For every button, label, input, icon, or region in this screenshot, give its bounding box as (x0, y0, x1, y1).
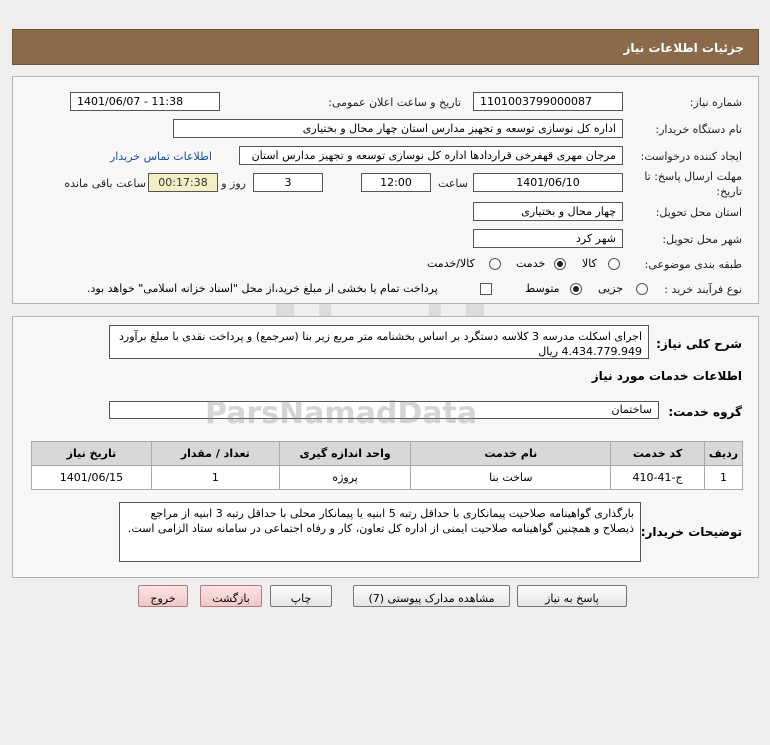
cell-unit: پروژه (279, 466, 411, 490)
need-details-panel (12, 316, 759, 578)
province-label: استان محل تحویل: (655, 206, 742, 219)
creator-field: مرجان مهری قهفرخی قراردادها اداره کل نوسازی توسعه و تجهیز مدارس استان (239, 146, 623, 165)
process-radio-medium[interactable] (570, 283, 582, 295)
service-group-label: گروه خدمت: (668, 405, 742, 419)
watermark-text: ParsNamadData (205, 396, 478, 431)
buyer-field: اداره کل نوسازی توسعه و تجهیز مدارس استان چهار محال و بختیاری (173, 119, 623, 138)
attachments-button[interactable]: مشاهده مدارک پیوستی (7) (353, 585, 510, 607)
page-header (12, 29, 759, 65)
city-field: شهر کرد (473, 229, 623, 248)
page-title: جزئیات اطلاعات نیاز (623, 41, 744, 55)
creator-label: ایجاد کننده درخواست: (640, 150, 742, 163)
time-label: ساعت (438, 177, 468, 190)
buyer-label: نام دستگاه خریدار: (655, 123, 742, 136)
cell-row: 1 (705, 466, 743, 490)
print-button[interactable]: چاپ (270, 585, 332, 607)
process-radio-minor[interactable] (636, 283, 648, 295)
remaining-label: ساعت باقی مانده (64, 177, 146, 190)
category-option-goods: کالا (582, 257, 597, 270)
summary-label: شرح کلی نیاز: (656, 337, 742, 351)
table-row (32, 466, 743, 490)
remaining-time-field: 00:17:38 (148, 173, 218, 192)
city-label: شهر محل تحویل: (662, 233, 742, 246)
category-radio-goods[interactable] (608, 258, 620, 270)
table-header-row (32, 442, 743, 466)
col-row-header: ردیف (705, 442, 743, 466)
buyer-notes-text: بارگذاری گواهینامه صلاحیت پیمانکاری با حداقل رتبه 5 ابنیه یا پیمانکار محلی با حداقل رتبه 3 ابنیه از مراجع ذیصلاح و همچنین گواهینامه صلاحیت ایمنی از اداره کل تعاون، کار و رفاه اجتماعی در سامانه ستاد الزامی است. (119, 502, 641, 562)
exit-button[interactable]: خروج (138, 585, 188, 607)
col-unit-header: واحد اندازه گیری (279, 442, 411, 466)
process-option-minor: جزیی (598, 282, 624, 295)
services-title: اطلاعات خدمات مورد نیاز (591, 369, 742, 383)
col-name-header: نام خدمت (411, 442, 611, 466)
cell-name: ساخت بنا (411, 466, 611, 490)
category-option-goods-service: کالا/خدمت (427, 257, 475, 270)
back-button[interactable]: بازگشت (200, 585, 262, 607)
cell-code: ج-41-410 (611, 466, 705, 490)
reply-button[interactable]: پاسخ به نیاز (517, 585, 627, 607)
contact-buyer-link[interactable]: اطلاعات تماس خریدار (110, 150, 212, 163)
col-qty-header: تعداد / مقدار (151, 442, 279, 466)
announce-field: 1401/06/07 - 11:38 (70, 92, 220, 111)
cell-qty: 1 (151, 466, 279, 490)
cell-date: 1401/06/15 (32, 466, 152, 490)
need-number-field: 1101003799000087 (473, 92, 623, 111)
deadline-label: مهلت ارسال پاسخ: تا تاریخ: (644, 170, 742, 198)
service-group-field: ساختمان (109, 401, 659, 419)
summary-text: اجرای اسکلت مدرسه 3 کلاسه دستگرد بر اساس بخشنامه متر مربع زیر بنا (سرجمع) و پرداخت نقدی با مبلغ برآورد 4.434.779.949 ریال (109, 325, 649, 359)
category-option-service: خدمت (516, 257, 546, 270)
need-info-panel (12, 76, 759, 304)
deadline-time-field: 12:00 (361, 173, 431, 192)
process-label: نوع فرآیند خرید : (664, 283, 742, 296)
services-table (31, 441, 743, 490)
payment-note: پرداخت تمام یا بخشی از مبلغ خرید،از محل "اسناد خزانه اسلامی" خواهد بود. (87, 282, 438, 295)
need-number-label: شماره نیاز: (689, 96, 742, 109)
treasury-payment-checkbox[interactable] (480, 283, 492, 295)
col-code-header: کد خدمت (611, 442, 705, 466)
days-field: 3 (253, 173, 323, 192)
deadline-date-field: 1401/06/10 (473, 173, 623, 192)
process-option-medium: متوسط (525, 282, 560, 295)
category-label: طبقه بندی موضوعی: (644, 258, 742, 271)
category-radio-service[interactable] (554, 258, 566, 270)
col-date-header: تاریخ نیاز (32, 442, 152, 466)
days-label: روز و (221, 177, 246, 190)
category-radio-goods-service[interactable] (489, 258, 501, 270)
buyer-notes-label: توضیحات خریدار: (640, 525, 742, 539)
province-field: چهار محال و بختیاری (473, 202, 623, 221)
announce-label: تاریخ و ساعت اعلان عمومی: (328, 96, 461, 109)
